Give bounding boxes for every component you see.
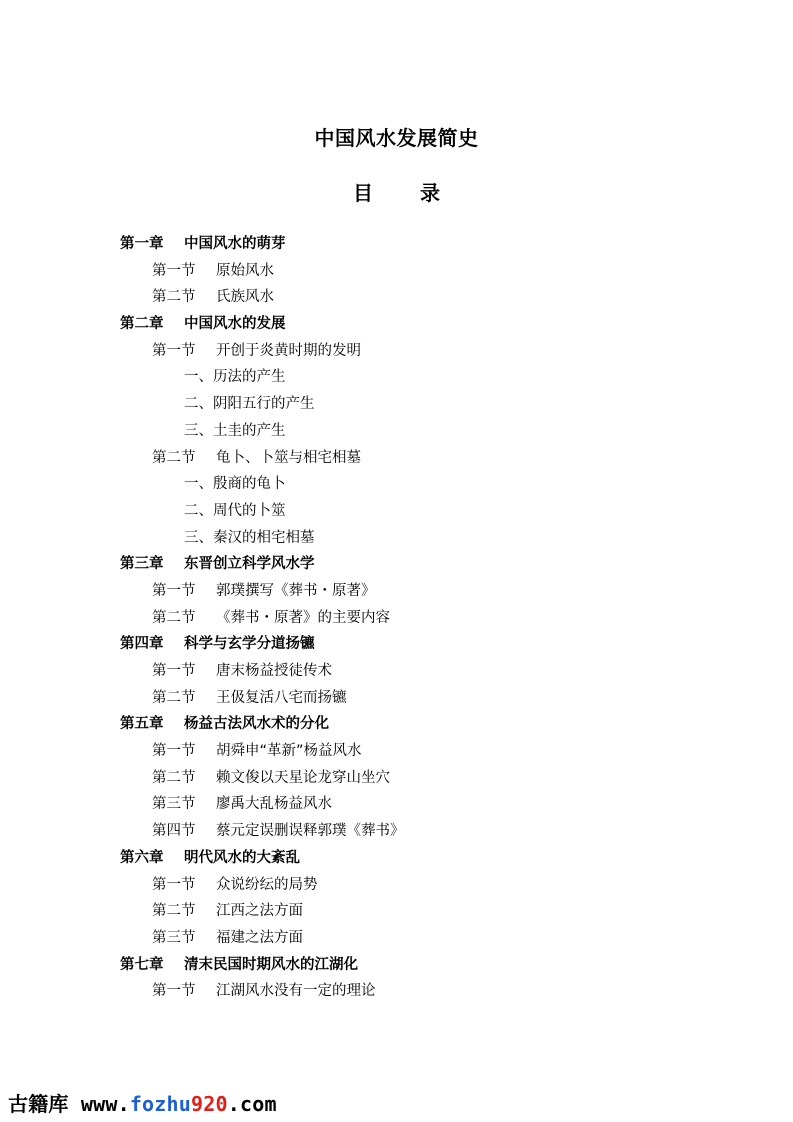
toc-section-title: 福建之法方面	[216, 929, 303, 946]
toc-section	[0, 445, 793, 472]
toc-item	[0, 471, 793, 498]
toc-chapter	[0, 231, 793, 258]
toc-item-title: 二、阴阳五行的产生	[184, 396, 315, 413]
toc-section	[0, 338, 793, 365]
toc-chapter-title: 杨益古法风水术的分化	[184, 716, 329, 733]
table-of-contents	[0, 231, 793, 1005]
toc-chapter	[0, 845, 793, 872]
toc-item	[0, 418, 793, 445]
toc-chapter-title: 中国风水的萌芽	[184, 236, 286, 252]
toc-section	[0, 898, 793, 925]
toc-section-number: 第一节	[152, 262, 196, 279]
toc-section-title: 众说纷纭的局势	[216, 876, 318, 893]
toc-item	[0, 525, 793, 552]
toc-heading: 目 录	[353, 181, 440, 205]
watermark-text-domain: fozhu	[129, 1092, 192, 1116]
toc-section-number: 第一节	[152, 582, 196, 599]
toc-chapter	[0, 631, 793, 658]
toc-section-number: 第一节	[152, 743, 196, 760]
site-watermark	[8, 1088, 277, 1117]
toc-section-title: 廖禹大乱杨益风水	[216, 796, 332, 813]
toc-item-title: 三、秦汉的相宅相墓	[184, 529, 315, 546]
watermark-text-prefix: 古籍库 www.	[8, 1092, 130, 1116]
toc-section-number: 第一节	[152, 876, 196, 893]
toc-section-title: 《葬书・原著》的主要内容	[216, 609, 390, 626]
toc-section	[0, 818, 793, 845]
toc-chapter-number: 第六章	[120, 849, 164, 866]
toc-section-number: 第二节	[152, 449, 196, 466]
toc-section-number: 第三节	[152, 796, 196, 813]
toc-item-title: 二、周代的卜筮	[184, 502, 286, 519]
toc-item	[0, 498, 793, 525]
toc-section-number: 第二节	[152, 903, 196, 920]
toc-item-title: 三、土圭的产生	[184, 422, 286, 439]
toc-chapter	[0, 952, 793, 979]
toc-chapter-title: 中国风水的发展	[184, 316, 286, 333]
toc-section-title: 唐末杨益授徒传术	[216, 663, 332, 679]
toc-section-number: 第二节	[152, 289, 196, 306]
toc-section	[0, 978, 793, 1005]
toc-section-number: 第三节	[152, 929, 196, 946]
watermark-text-suffix: .com	[227, 1092, 277, 1116]
toc-section-title: 蔡元定误删误释郭璞《葬书》	[216, 823, 405, 840]
toc-item-title: 一、殷商的龟卜	[184, 476, 286, 493]
toc-chapter	[0, 551, 793, 578]
toc-chapter	[0, 311, 793, 338]
toc-item-title: 一、历法的产生	[184, 369, 286, 386]
toc-section	[0, 872, 793, 899]
toc-section-number: 第四节	[152, 823, 196, 840]
toc-section	[0, 791, 793, 818]
toc-chapter-number: 第四章	[120, 636, 164, 653]
toc-section-title: 氏族风水	[216, 289, 274, 306]
toc-section-title: 原始风水	[216, 262, 274, 279]
toc-item	[0, 364, 793, 391]
toc-chapter-title: 明代风水的大紊乱	[184, 849, 300, 866]
toc-section-title: 王伋复活八宅而扬镳	[216, 689, 347, 706]
toc-section-number: 第二节	[152, 609, 196, 626]
toc-section-number: 第一节	[152, 983, 196, 1000]
toc-section-number: 第二节	[152, 689, 196, 706]
toc-section	[0, 578, 793, 605]
toc-section-title: 赖文俊以天星论龙穿山坐穴	[216, 769, 390, 786]
toc-item	[0, 391, 793, 418]
toc-section-title: 开创于炎黄时期的发明	[216, 342, 361, 359]
toc-section-title: 胡舜申“革新”杨益风水	[216, 743, 362, 760]
watermark-text-number: 920	[191, 1092, 228, 1116]
toc-section	[0, 765, 793, 792]
toc-section	[0, 258, 793, 285]
toc-chapter	[0, 711, 793, 738]
toc-chapter-number: 第五章	[120, 716, 164, 733]
toc-section-title: 江湖风水没有一定的理论	[216, 983, 376, 1000]
page-title: 中国风水发展简史	[314, 126, 479, 150]
toc-section	[0, 685, 793, 712]
toc-section	[0, 284, 793, 311]
toc-section-number: 第二节	[152, 769, 196, 786]
toc-section	[0, 605, 793, 632]
toc-section-number: 第一节	[152, 663, 196, 679]
toc-chapter-number: 第二章	[120, 316, 164, 333]
toc-section-title: 龟卜、卜筮与相宅相墓	[216, 449, 361, 466]
toc-section-number: 第一节	[152, 342, 196, 359]
toc-chapter-title: 科学与玄学分道扬镳	[184, 636, 315, 653]
toc-chapter-number: 第三章	[120, 556, 164, 573]
toc-section	[0, 925, 793, 952]
toc-chapter-number: 第一章	[120, 236, 164, 252]
toc-section-title: 江西之法方面	[216, 903, 303, 920]
toc-chapter-title: 东晋创立科学风水学	[184, 556, 315, 573]
toc-section-title: 郭璞撰写《葬书・原著》	[216, 582, 376, 599]
toc-section	[0, 658, 793, 685]
toc-section	[0, 738, 793, 765]
toc-chapter-number: 第七章	[120, 956, 164, 973]
toc-chapter-title: 清末民国时期风水的江湖化	[184, 956, 358, 973]
